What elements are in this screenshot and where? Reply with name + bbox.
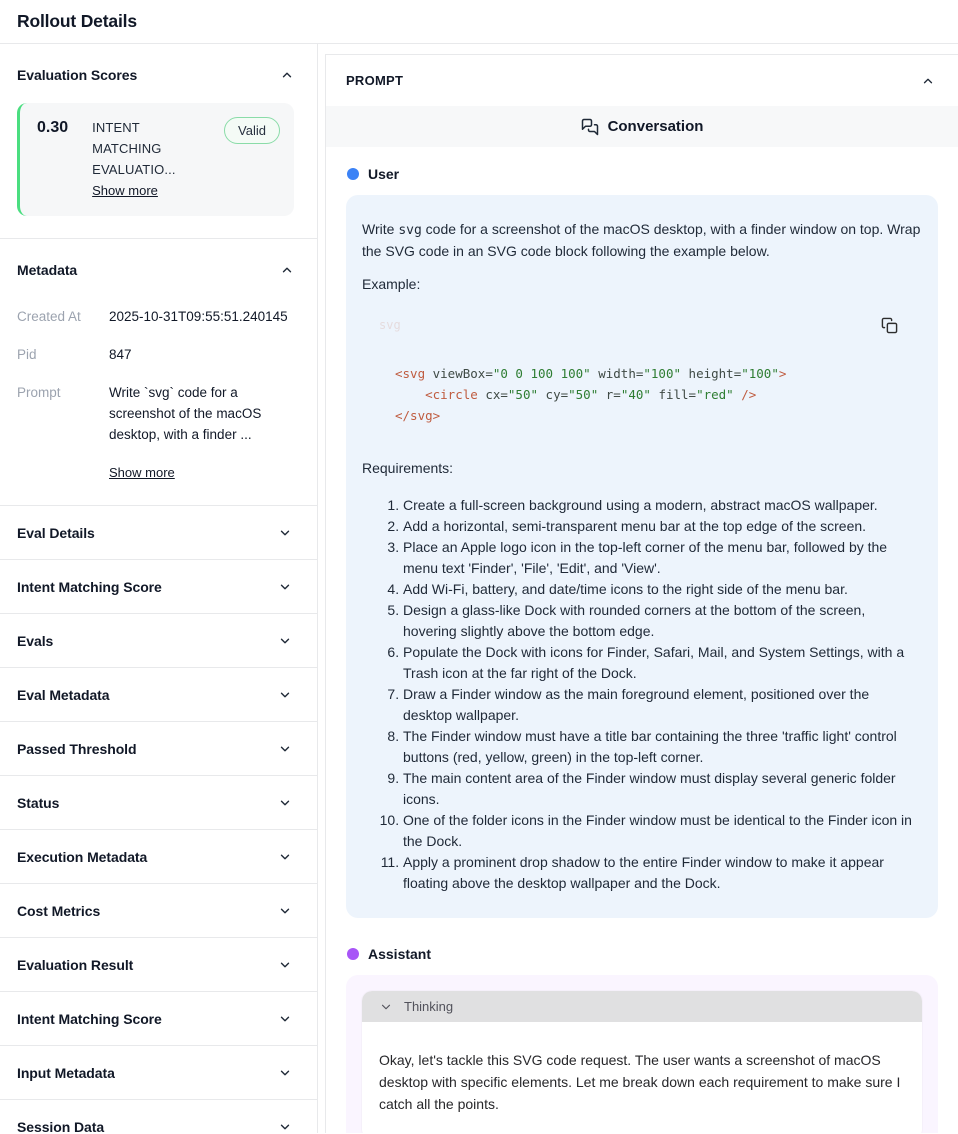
- code-block-header: [362, 315, 922, 335]
- code-line: <svg viewBox="0 0 100 100" width="100" height="100">: [395, 366, 787, 381]
- meta-label: Prompt: [17, 385, 61, 400]
- user-role-row: [347, 166, 938, 182]
- sidebar-collapsed-section[interactable]: [0, 721, 317, 775]
- collapsed-section-label: Cost Metrics: [17, 902, 101, 919]
- sidebar-collapsed-section[interactable]: [0, 937, 317, 991]
- conversation-bar: [326, 106, 958, 147]
- assistant-dot-icon: [347, 948, 359, 960]
- meta-label: Created At: [17, 309, 81, 324]
- meta-value: 847: [109, 347, 132, 362]
- user-message-bubble: [346, 195, 938, 918]
- sidebar-collapsed-section[interactable]: [0, 883, 317, 937]
- requirement-item: 3. Place an Apple logo icon in the top-left corner of the menu bar, followed by the menu text 'Finder', 'File', 'Edit', and 'View'.: [403, 537, 922, 579]
- meta-value: 2025-10-31T09:55:51.240145: [109, 309, 288, 324]
- collapsed-section-label: Eval Metadata: [17, 686, 110, 703]
- chevron-down-icon: [379, 1000, 393, 1014]
- meta-more-cell: [109, 462, 294, 483]
- prompt-panel-header[interactable]: [326, 55, 958, 106]
- evaluation-score-card: [17, 103, 294, 216]
- evaluation-scores-header[interactable]: [17, 60, 294, 90]
- chevron-down-icon: [278, 526, 292, 540]
- prompt-panel: [325, 54, 958, 1133]
- messages-square-icon: [581, 118, 599, 136]
- code-line: <circle cx="50" cy="50" r="40" fill="red" />: [425, 387, 757, 402]
- chevron-up-icon: [280, 68, 294, 82]
- sidebar-collapsed-section[interactable]: [0, 505, 317, 559]
- evaluation-scores-section: [0, 44, 317, 238]
- chevron-down-icon: [278, 1066, 292, 1080]
- chevron-down-icon: [278, 850, 292, 864]
- chevron-down-icon: [278, 796, 292, 810]
- sidebar-collapsed-section[interactable]: [0, 1045, 317, 1099]
- page-header: [0, 0, 958, 44]
- meta-spacer: [17, 462, 109, 483]
- metadata-section: [0, 238, 317, 505]
- requirement-item: 2. Add a horizontal, semi-transparent menu bar at the top edge of the screen.: [403, 516, 922, 537]
- sidebar-collapsed-section[interactable]: [0, 775, 317, 829]
- copy-icon[interactable]: [881, 317, 898, 334]
- requirements-list: [362, 495, 922, 894]
- score-name: INTENT MATCHING EVALUATIO...: [92, 120, 176, 177]
- page-title: Rollout Details: [17, 11, 137, 31]
- assistant-role-row: [347, 946, 938, 962]
- chevron-down-icon: [278, 742, 292, 756]
- example-label: Example:: [362, 276, 421, 292]
- collapsed-section-label: Evals: [17, 632, 54, 649]
- collapsed-section-label: Intent Matching Score: [17, 1010, 162, 1027]
- chevron-down-icon: [278, 580, 292, 594]
- chevron-up-icon: [921, 74, 935, 88]
- collapsed-sections-list: [0, 505, 317, 1133]
- requirement-item: 5. Design a glass-like Dock with rounded corners at the bottom of the screen, hovering slightly above the bottom edge.: [403, 600, 922, 642]
- meta-value: Write `svg` code for a screenshot of the macOS desktop, with a finder ...: [109, 385, 262, 442]
- requirement-item: 9. The main content area of the Finder window must display several generic folder icons.: [403, 768, 922, 810]
- requirement-item: 1. Create a full-screen background using a modern, abstract macOS wallpaper.: [403, 495, 922, 516]
- sidebar-collapsed-section[interactable]: [0, 613, 317, 667]
- thinking-text: Okay, let's tackle this SVG code request. The user wants a screenshot of macOS desktop with specific elements. Let me break down each requirement to make sure I catch all the points.: [362, 1022, 922, 1133]
- requirements-label: Requirements:: [362, 460, 454, 476]
- assistant-role-label: Assistant: [368, 946, 432, 962]
- section-title: Evaluation Scores: [17, 67, 138, 83]
- score-value: 0.30: [37, 119, 69, 136]
- chevron-down-icon: [278, 958, 292, 972]
- assistant-message-bubble: [346, 975, 938, 1133]
- sidebar-collapsed-section[interactable]: [0, 991, 317, 1045]
- requirement-item: 4. Add Wi-Fi, battery, and date/time icons to the right side of the menu bar.: [403, 579, 922, 600]
- collapsed-section-label: Status: [17, 794, 60, 811]
- chevron-down-icon: [278, 904, 292, 918]
- code-content: [362, 363, 922, 426]
- thinking-header[interactable]: [362, 991, 922, 1022]
- chevron-down-icon: [278, 1012, 292, 1026]
- chevron-down-icon: [278, 634, 292, 648]
- chevron-up-icon: [280, 263, 294, 277]
- collapsed-section-label: Eval Details: [17, 524, 95, 541]
- thinking-block: [362, 991, 922, 1133]
- requirement-item: 7. Draw a Finder window as the main foreground element, positioned over the desktop wallpaper.: [403, 684, 922, 726]
- code-language-label: svg: [379, 317, 401, 332]
- metadata-grid: [17, 306, 294, 483]
- collapsed-section-label: Evaluation Result: [17, 956, 134, 973]
- details-sidebar: [0, 44, 318, 1133]
- chevron-down-icon: [278, 1120, 292, 1134]
- conversation-body: [326, 166, 958, 1133]
- meta-label: Pid: [17, 347, 37, 362]
- valid-status-badge: Valid: [224, 117, 280, 144]
- requirement-item: 11. Apply a prominent drop shadow to the entire Finder window to make it appear floating above the desktop wallpaper and the Dock.: [403, 852, 922, 894]
- requirement-item: 10. One of the folder icons in the Finder window must be identical to the Finder icon in the Dock.: [403, 810, 922, 852]
- thinking-label: Thinking: [404, 999, 454, 1014]
- section-title: Metadata: [17, 262, 78, 278]
- inline-code: svg: [398, 223, 422, 238]
- collapsed-section-label: Session Data: [17, 1118, 105, 1133]
- user-dot-icon: [347, 168, 359, 180]
- sidebar-collapsed-section[interactable]: [0, 559, 317, 613]
- metadata-header[interactable]: [17, 255, 294, 285]
- requirement-item: 8. The Finder window must have a title bar containing the three 'traffic light' control buttons (red, yellow, green) in the top-left corner.: [403, 726, 922, 768]
- collapsed-section-label: Passed Threshold: [17, 740, 137, 757]
- chevron-down-icon: [278, 688, 292, 702]
- code-line: </svg>: [395, 408, 441, 423]
- svg-code-block: [362, 315, 922, 426]
- collapsed-section-label: Intent Matching Score: [17, 578, 162, 595]
- collapsed-section-label: Input Metadata: [17, 1064, 115, 1081]
- user-intro-paragraph: Write svg code for a screenshot of the macOS desktop, with a finder window on top. Wrap the SVG code in an SVG code block following the example below.: [362, 221, 921, 259]
- collapsed-section-label: Execution Metadata: [17, 848, 148, 865]
- sidebar-collapsed-section[interactable]: [0, 667, 317, 721]
- prompt-panel-title: PROMPT: [346, 73, 404, 88]
- score-show-more-link[interactable]: Show more: [92, 183, 158, 198]
- user-role-label: User: [368, 166, 400, 182]
- sidebar-collapsed-section[interactable]: [0, 829, 317, 883]
- requirement-item: 6. Populate the Dock with icons for Finder, Safari, Mail, and System Settings, with a Trash icon at the far right of the Dock.: [403, 642, 922, 684]
- sidebar-collapsed-section[interactable]: [0, 1099, 317, 1133]
- conversation-title: Conversation: [607, 118, 704, 135]
- prompt-show-more-link[interactable]: Show more: [109, 465, 175, 480]
